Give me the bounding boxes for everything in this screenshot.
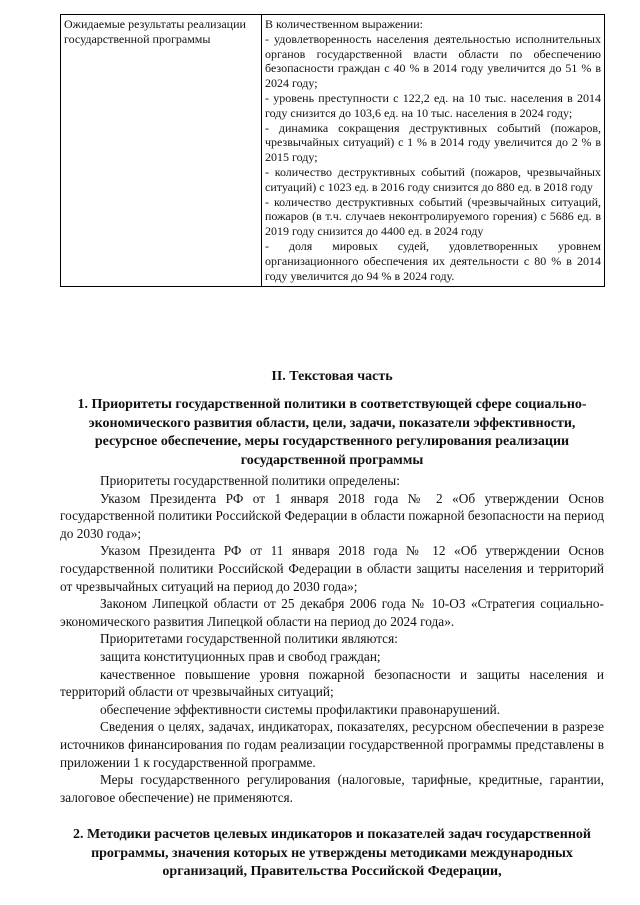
program-results-table <box>60 14 605 287</box>
result-item: - количество деструктивных событий (чрезвычайных ситуаций, пожаров (в т.ч. случаев неконтролируемого горения) с 5686 ед. в 2019 году снизится до 4400 ед. в 2024 году <box>265 194 601 239</box>
section-title: II. Текстовая часть <box>271 369 393 384</box>
result-item: - количество деструктивных событий (пожаров, чрезвычайных ситуаций) с 1023 ед. в 2016 году снизится до 880 ед. в 2018 году <box>265 164 601 194</box>
paragraph: Приоритеты государственной политики определены: <box>100 473 400 488</box>
result-item: - удовлетворенность населения деятельностью исполнительных органов государственной власти области по обеспечению безопасности граждан с 40 % в 2014 году увеличится до 51 % в 2024 году; <box>265 31 601 91</box>
paragraph: Приоритетами государственной политики являются: <box>100 631 398 647</box>
paragraph: Указом Президента РФ от 11 января 2018 года № 12 «Об утверждении Основ государственной политики Российской Федерации в области защиты населения и территорий от чрезвычайных ситуаций на период до 2030 года»; <box>60 543 604 594</box>
result-item: - уровень преступности с 122,2 ед. на 10 тыс. населения в 2014 году снизится до 103,6 ед. на 10 тыс. населения в 2024 году; <box>265 90 601 120</box>
paragraph: Законом Липецкой области от 25 декабря 2006 года № 10-ОЗ «Стратегия социально-экономического развития Липецкой области на период до 2024 года». <box>60 596 604 629</box>
heading-2: 2. Методики расчетов целевых индикаторов и показателей задач государственной программы, значения которых не утверждены методиками международных организаций, Правительства Российской Федерации, <box>73 827 591 879</box>
paragraph: обеспечение эффективности системы профилактики правонарушений. <box>100 701 501 717</box>
results-label-cell: Ожидаемые результаты реализации государственной программы <box>61 15 262 287</box>
paragraph: Меры государственного регулирования (налоговые, тарифные, кредитные, гарантии, залоговое обеспечение) не применяются. <box>60 772 604 805</box>
paragraph: Сведения о целях, задачах, индикаторах, показателях, ресурсном обеспечении в разрезе источников финансирования по годам реализации государственной программы представлены в приложении 1 к государственной программе. <box>60 719 604 770</box>
body-text <box>60 472 604 806</box>
table-row <box>61 15 605 287</box>
results-value-cell <box>262 15 605 287</box>
paragraph: защита конституционных прав и свобод граждан; <box>100 648 381 664</box>
result-item: - доля мировых судей, удовлетворенных уровнем организационного обеспечения их деятельности с 80 % в 2014 году увеличится до 94 % в 2024 году. <box>265 238 601 283</box>
results-intro: В количественном выражении: <box>265 17 423 31</box>
result-item: - динамика сокращения деструктивных событий (пожаров, чрезвычайных ситуаций) с 1 % в 2014 году увеличится до 2 % в 2015 году; <box>265 120 601 165</box>
paragraph: Указом Президента РФ от 1 января 2018 года № 2 «Об утверждении Основ государственной политики Российской Федерации в области пожарной безопасности на период до 2030 года»; <box>60 490 604 541</box>
heading-1: 1. Приоритеты государственной политики в соответствующей сфере социально-экономического развития области, цели, задачи, показатели эффективности, ресурсное обеспечение, меры государственного регулирования реализации государственной программы <box>77 397 587 468</box>
paragraph: качественное повышение уровня пожарной безопасности и защиты населения и территорий области от чрезвычайных ситуаций; <box>60 666 604 700</box>
